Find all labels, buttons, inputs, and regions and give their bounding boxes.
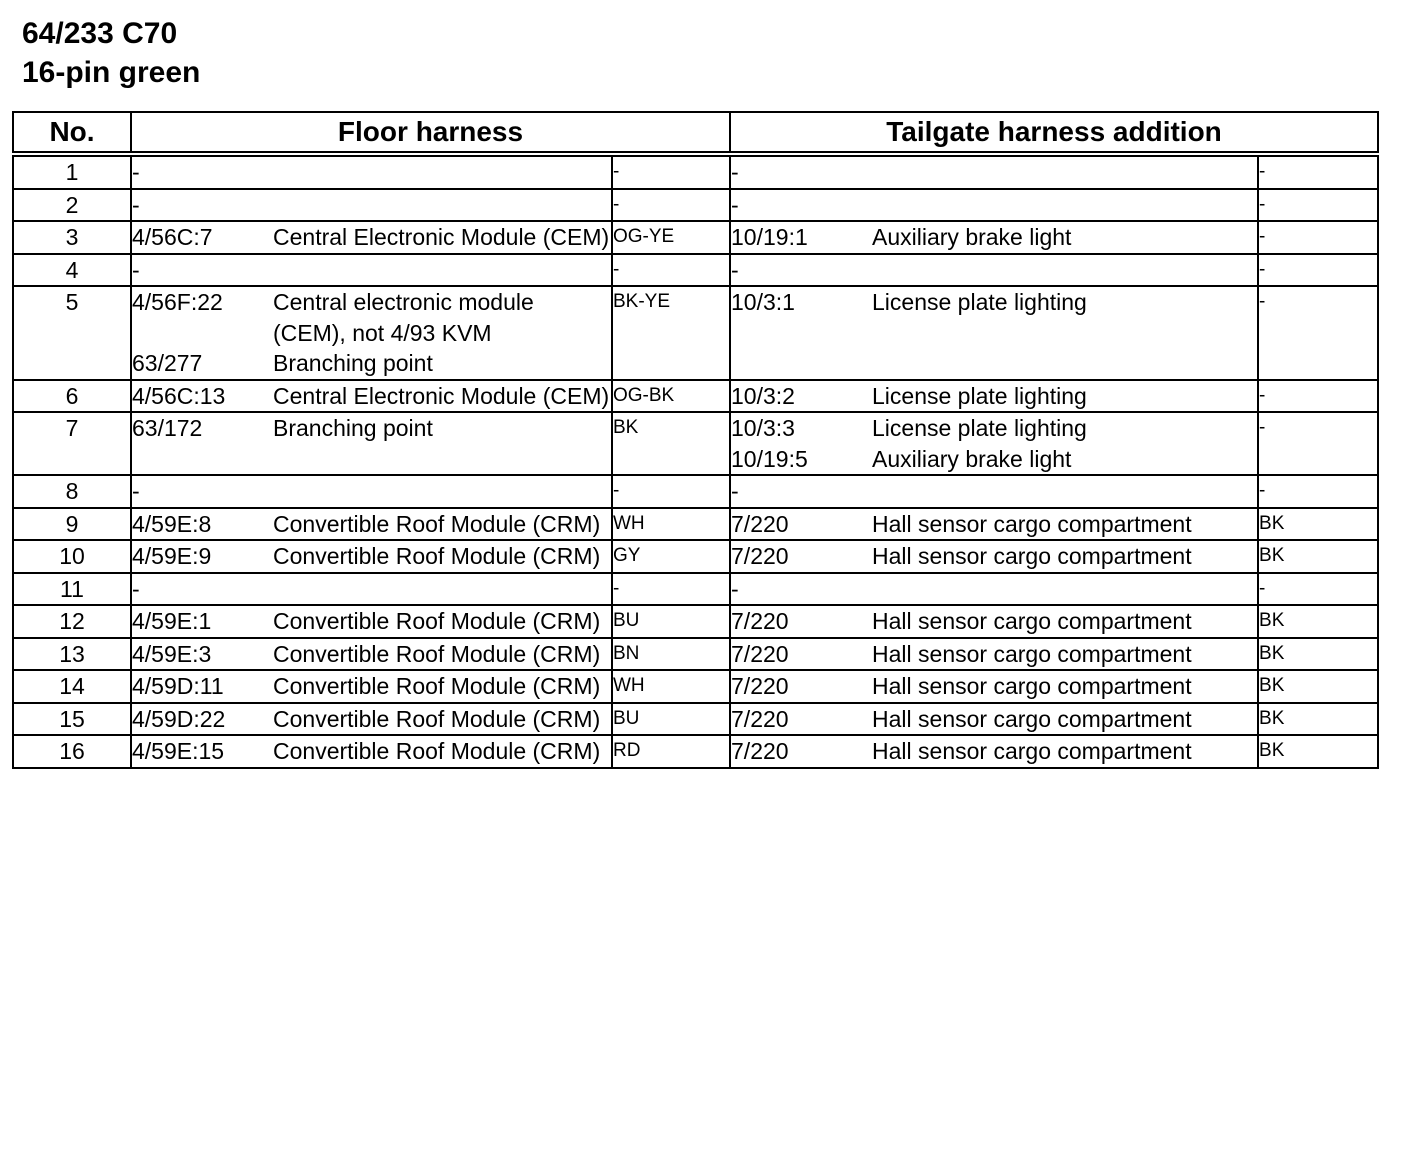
- tailgate-entry: [731, 541, 1257, 572]
- tailgate-description: Hall sensor cargo compartment: [872, 608, 1192, 634]
- tailgate-description: Hall sensor cargo compartment: [872, 640, 1192, 667]
- tailgate-code: 10/19:5: [731, 445, 808, 472]
- floor-wire-color: -: [612, 475, 730, 508]
- floor-description: Convertible Roof Module (CRM): [273, 640, 601, 667]
- tailgate-wire-color: -: [1258, 154, 1378, 189]
- floor-description: Convertible Roof Module (CRM): [273, 608, 601, 634]
- floor-wire-color: WH: [612, 670, 730, 703]
- pin-number: 13: [13, 638, 131, 671]
- floor-wire-color: BK-YE: [612, 286, 730, 380]
- floor-entry: [132, 704, 611, 735]
- tailgate-harness-cell: [730, 154, 1258, 189]
- floor-wire-color: -: [612, 573, 730, 606]
- tailgate-description: License plate lighting: [872, 415, 1087, 441]
- tailgate-wire-color: BK: [1258, 735, 1378, 768]
- table-row: [13, 189, 1378, 222]
- tailgate-code: -: [731, 256, 739, 283]
- tailgate-entry: [731, 704, 1257, 735]
- tailgate-entry: [731, 639, 1257, 670]
- tailgate-entry: [731, 381, 1257, 412]
- floor-description: Central Electronic Module (CEM): [273, 224, 610, 250]
- floor-harness-cell: [131, 189, 612, 222]
- floor-code: -: [132, 478, 140, 504]
- table-row: [13, 573, 1378, 606]
- document-title: [22, 14, 200, 92]
- floor-code: 4/59E:15: [132, 738, 225, 764]
- table-row: [13, 475, 1378, 508]
- pin-number: 9: [13, 508, 131, 541]
- header-row: [13, 112, 1378, 154]
- floor-entry: [132, 255, 611, 286]
- floor-code: 4/56C:7: [132, 224, 213, 250]
- floor-description: Convertible Roof Module (CRM): [273, 705, 601, 732]
- floor-code: 4/59D:22: [132, 705, 226, 732]
- tailgate-entry: [731, 190, 1257, 221]
- tailgate-entry: [731, 736, 1257, 767]
- floor-entry: [132, 671, 611, 702]
- tailgate-harness-cell: [730, 735, 1258, 768]
- floor-harness-cell: [131, 573, 612, 606]
- tailgate-harness-cell: [730, 638, 1258, 671]
- tailgate-code: -: [731, 575, 739, 602]
- floor-harness-cell: [131, 638, 612, 671]
- table-row: [13, 154, 1378, 189]
- header-floor-harness: Floor harness: [131, 112, 730, 154]
- tailgate-code: -: [731, 191, 739, 218]
- floor-entry: [132, 476, 611, 507]
- floor-code: 4/56C:13: [132, 382, 226, 409]
- floor-entry: [132, 541, 611, 572]
- tailgate-entry: [731, 222, 1257, 253]
- tailgate-wire-color: -: [1258, 573, 1378, 606]
- pin-number: 11: [13, 573, 131, 606]
- pin-number: 6: [13, 380, 131, 413]
- table-row: [13, 286, 1378, 380]
- tailgate-code: 7/220: [731, 608, 789, 634]
- tailgate-entry: [731, 476, 1257, 507]
- floor-description: Central Electronic Module (CEM): [273, 382, 610, 409]
- floor-harness-cell: [131, 605, 612, 638]
- floor-wire-color: WH: [612, 508, 730, 541]
- floor-code: -: [132, 575, 140, 602]
- table-row: [13, 703, 1378, 736]
- floor-entry: [132, 190, 611, 221]
- pin-number: 10: [13, 540, 131, 573]
- header-tailgate-harness: Tailgate harness addition: [730, 112, 1378, 154]
- table-row: [13, 380, 1378, 413]
- pin-number: 12: [13, 605, 131, 638]
- floor-code: 4/59E:3: [132, 640, 212, 667]
- pin-table: [12, 111, 1379, 769]
- floor-wire-color: BU: [612, 703, 730, 736]
- floor-code: -: [132, 256, 140, 283]
- connector-id: 64/233 C70: [22, 17, 178, 50]
- tailgate-wire-color: -: [1258, 475, 1378, 508]
- tailgate-code: -: [731, 478, 739, 504]
- floor-code: 4/56F:22: [132, 289, 223, 315]
- tailgate-entry: [731, 287, 1257, 318]
- pin-number: 8: [13, 475, 131, 508]
- floor-code: 4/59D:11: [132, 673, 224, 699]
- pin-rows: [13, 154, 1378, 768]
- floor-harness-cell: [131, 286, 612, 380]
- table-row: [13, 540, 1378, 573]
- tailgate-wire-color: -: [1258, 254, 1378, 287]
- pin-number: 5: [13, 286, 131, 380]
- tailgate-code: 10/3:3: [731, 415, 795, 441]
- floor-wire-color: BU: [612, 605, 730, 638]
- floor-harness-cell: [131, 254, 612, 287]
- tailgate-description: Auxiliary brake light: [872, 445, 1072, 472]
- tailgate-entry: [731, 444, 1257, 475]
- floor-wire-color: -: [612, 189, 730, 222]
- tailgate-description: Hall sensor cargo compartment: [872, 738, 1192, 764]
- pin-number: 7: [13, 412, 131, 475]
- pin-number: 14: [13, 670, 131, 703]
- floor-wire-color: OG-BK: [612, 380, 730, 413]
- floor-description: Branching point: [273, 350, 433, 376]
- tailgate-wire-color: BK: [1258, 670, 1378, 703]
- floor-wire-color: RD: [612, 735, 730, 768]
- floor-harness-cell: [131, 703, 612, 736]
- tailgate-code: 7/220: [731, 673, 789, 699]
- tailgate-harness-cell: [730, 221, 1258, 254]
- floor-wire-color: -: [612, 154, 730, 189]
- tailgate-entry: [731, 255, 1257, 286]
- floor-harness-cell: [131, 221, 612, 254]
- tailgate-description: Hall sensor cargo compartment: [872, 673, 1192, 699]
- floor-wire-color: BN: [612, 638, 730, 671]
- floor-description: Branching point: [273, 415, 433, 441]
- floor-entry: [132, 413, 611, 444]
- tailgate-description: License plate lighting: [872, 382, 1087, 409]
- tailgate-wire-color: -: [1258, 189, 1378, 222]
- floor-wire-color: OG-YE: [612, 221, 730, 254]
- tailgate-entry: [731, 574, 1257, 605]
- floor-code: -: [132, 159, 140, 185]
- tailgate-harness-cell: [730, 412, 1258, 475]
- tailgate-code: 10/3:2: [731, 382, 795, 409]
- connector-type: 16-pin green: [22, 56, 201, 89]
- floor-harness-cell: [131, 380, 612, 413]
- floor-entry: [132, 348, 611, 379]
- header-no: No.: [13, 112, 131, 154]
- floor-code: 63/172: [132, 415, 203, 441]
- tailgate-description: License plate lighting: [872, 289, 1087, 315]
- floor-code: 4/59E:8: [132, 510, 212, 537]
- tailgate-entry: [731, 606, 1257, 637]
- pin-number: 15: [13, 703, 131, 736]
- tailgate-description: Hall sensor cargo compartment: [872, 510, 1192, 537]
- tailgate-code: 7/220: [731, 705, 789, 732]
- floor-code: 63/277: [132, 350, 203, 376]
- pin-number: 3: [13, 221, 131, 254]
- tailgate-wire-color: BK: [1258, 703, 1378, 736]
- floor-entry: [132, 509, 611, 540]
- floor-wire-color: -: [612, 254, 730, 287]
- floor-description: Convertible Roof Module (CRM): [273, 543, 601, 569]
- tailgate-wire-color: -: [1258, 412, 1378, 475]
- tailgate-code: 10/3:1: [731, 289, 795, 315]
- tailgate-harness-cell: [730, 286, 1258, 380]
- tailgate-harness-cell: [730, 508, 1258, 541]
- floor-entry: [132, 606, 611, 637]
- floor-harness-cell: [131, 540, 612, 573]
- floor-code: -: [132, 191, 140, 218]
- floor-entry: [132, 639, 611, 670]
- pin-number: 16: [13, 735, 131, 768]
- tailgate-wire-color: -: [1258, 286, 1378, 380]
- floor-entry: [132, 574, 611, 605]
- floor-harness-cell: [131, 154, 612, 189]
- tailgate-entry: [731, 413, 1257, 444]
- tailgate-wire-color: BK: [1258, 605, 1378, 638]
- floor-harness-cell: [131, 508, 612, 541]
- floor-harness-cell: [131, 735, 612, 768]
- floor-description: Convertible Roof Module (CRM): [273, 673, 601, 699]
- tailgate-code: 7/220: [731, 510, 789, 537]
- tailgate-wire-color: BK: [1258, 540, 1378, 573]
- pin-number: 2: [13, 189, 131, 222]
- table-row: [13, 412, 1378, 475]
- tailgate-code: 10/19:1: [731, 224, 808, 250]
- table-row: [13, 221, 1378, 254]
- floor-entry: [132, 222, 611, 253]
- floor-code: 4/59E:1: [132, 608, 212, 634]
- table-row: [13, 638, 1378, 671]
- tailgate-harness-cell: [730, 573, 1258, 606]
- floor-harness-cell: [131, 475, 612, 508]
- floor-entry: [132, 381, 611, 412]
- tailgate-description: Auxiliary brake light: [872, 224, 1072, 250]
- tailgate-wire-color: BK: [1258, 508, 1378, 541]
- tailgate-wire-color: -: [1258, 221, 1378, 254]
- tailgate-entry: [731, 157, 1257, 188]
- tailgate-code: 7/220: [731, 543, 789, 569]
- floor-description: Convertible Roof Module (CRM): [273, 510, 601, 537]
- table-row: [13, 254, 1378, 287]
- floor-wire-color: GY: [612, 540, 730, 573]
- table-row: [13, 508, 1378, 541]
- table-row: [13, 605, 1378, 638]
- floor-entry: [132, 287, 611, 348]
- tailgate-wire-color: BK: [1258, 638, 1378, 671]
- table-row: [13, 670, 1378, 703]
- floor-description: Central electronic module (CEM), not 4/93 KVM: [273, 289, 534, 346]
- tailgate-wire-color: -: [1258, 380, 1378, 413]
- tailgate-code: 7/220: [731, 640, 789, 667]
- tailgate-harness-cell: [730, 540, 1258, 573]
- tailgate-harness-cell: [730, 670, 1258, 703]
- tailgate-harness-cell: [730, 189, 1258, 222]
- floor-harness-cell: [131, 412, 612, 475]
- tailgate-code: -: [731, 159, 739, 185]
- floor-entry: [132, 736, 611, 767]
- tailgate-entry: [731, 509, 1257, 540]
- tailgate-harness-cell: [730, 254, 1258, 287]
- floor-description: Convertible Roof Module (CRM): [273, 738, 601, 764]
- floor-code: 4/59E:9: [132, 543, 212, 569]
- tailgate-description: Hall sensor cargo compartment: [872, 705, 1192, 732]
- floor-harness-cell: [131, 670, 612, 703]
- pin-number: 4: [13, 254, 131, 287]
- tailgate-description: Hall sensor cargo compartment: [872, 543, 1192, 569]
- tailgate-harness-cell: [730, 380, 1258, 413]
- tailgate-harness-cell: [730, 605, 1258, 638]
- tailgate-harness-cell: [730, 475, 1258, 508]
- floor-entry: [132, 157, 611, 188]
- pin-number: 1: [13, 154, 131, 189]
- tailgate-entry: [731, 671, 1257, 702]
- tailgate-harness-cell: [730, 703, 1258, 736]
- table-row: [13, 735, 1378, 768]
- tailgate-code: 7/220: [731, 738, 789, 764]
- floor-wire-color: BK: [612, 412, 730, 475]
